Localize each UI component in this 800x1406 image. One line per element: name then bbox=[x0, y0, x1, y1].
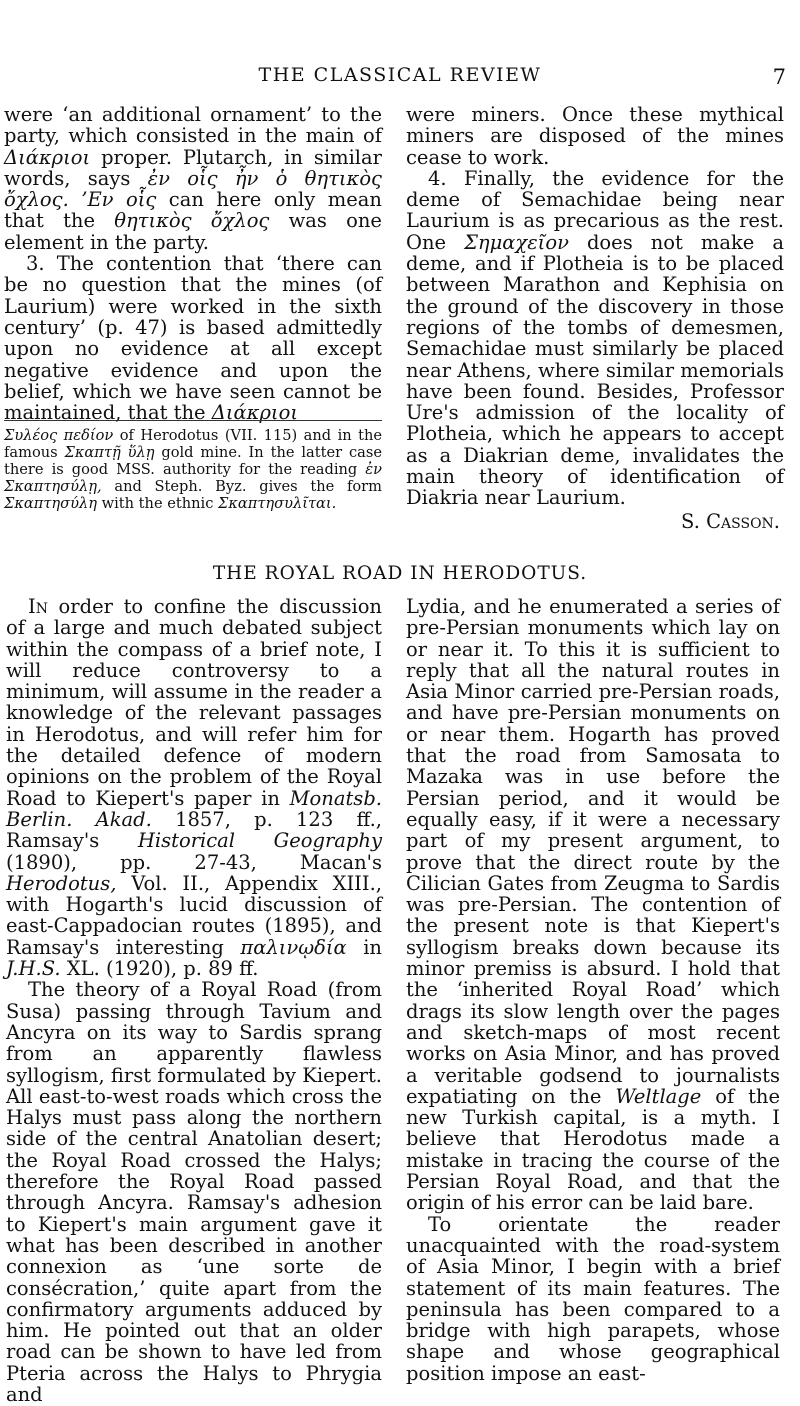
text-run: proper. Plutarch, in similar words, says bbox=[4, 145, 382, 190]
greek-text: Διάκριοι bbox=[4, 145, 91, 169]
opening-words: In bbox=[28, 595, 48, 618]
text-run: XL. (1920), p. 89 ff. bbox=[60, 957, 259, 981]
paragraph bbox=[6, 596, 382, 979]
article-title: THE ROYAL ROAD IN HERODOTUS. bbox=[212, 563, 588, 584]
running-head bbox=[0, 64, 800, 94]
italic-citation: J.H.S. bbox=[6, 957, 61, 981]
paragraph bbox=[4, 104, 382, 253]
greek-text: Σημαχεῖον bbox=[464, 230, 569, 254]
text-run: of Herodotus (VII. 115) and in the famous bbox=[4, 427, 382, 461]
italic-citation: Monatsb. Berlin. Akad. bbox=[6, 786, 382, 831]
paragraph bbox=[4, 253, 382, 423]
text-run: 1857, p. 123 ff., Ramsay's bbox=[6, 807, 383, 853]
text-run bbox=[69, 188, 81, 211]
text-run: 4. Finally, the evidence for the deme of Semachidae being near Laurium is as precarious as the rest. One bbox=[406, 166, 784, 254]
italic-citation: Herodotus, bbox=[6, 871, 117, 895]
text-run: were ‘an additional ornament’ to the party, which consisted in the main of bbox=[4, 103, 382, 148]
text-run: was one element in the party. bbox=[4, 209, 382, 254]
text-run: order to confine the discussion of a large and much debated subject within the compass of a brief note, I will reduce controversy to a minimum, will assume in the reader a knowledge of the relevant passages in Herodotus, and will refer him for the detailed defence of modern opinions on the problem of the Royal Road to Kiepert's paper in bbox=[6, 595, 382, 810]
prev-article-left-column bbox=[4, 104, 382, 423]
text-run: with the ethnic bbox=[96, 495, 219, 512]
greek-text: ἐν οἷς ἦν ὁ θητικὸς ὄχλος. bbox=[4, 166, 382, 212]
italic-citation: Historical Geography bbox=[137, 829, 382, 853]
paragraph: The theory of a Royal Road (from Susa) passing through Tavium and Ancyra on its way to Sardis sprang from an apparently flawless syllogism, first formulated by Kiepert. All east-to-west roads which cross the Halys must pass along the northern side of the central Anatolian desert; the Royal Road crossed the Halys; therefore the Royal Road passed through Ancyra. Ramsay's adhesion to Kiepert's main argument gave it what has been described in another connexion as ‘une sorte de consécration,’ quite apart from the confirmatory arguments adduced by him. He pointed out that an older road can be shown to have led from Pteria across the Halys to Phrygia and bbox=[6, 978, 382, 1406]
greek-text: θητικὸς ὄχλος bbox=[114, 209, 270, 233]
greek-text: Σκαπτησύλη bbox=[4, 495, 97, 512]
greek-text: Διάκριοι bbox=[211, 401, 298, 425]
paragraph bbox=[406, 596, 780, 1214]
prev-article-right-column bbox=[406, 104, 784, 532]
journal-title: THE CLASSICAL REVIEW bbox=[258, 64, 542, 86]
footnote-rule bbox=[4, 420, 382, 421]
greek-text: Σκαπτησυλῖται. bbox=[218, 495, 337, 512]
text-run: gold mine. In the latter case there is good MSS. authority for the reading bbox=[4, 444, 382, 478]
footnote bbox=[4, 427, 382, 512]
paragraph: To orientate the reader unacquainted with the road-system of Asia Minor, I begin with a brief statement of its main features. The peninsula has been compared to a bridge with high parapets, whose shape and whose geographical position impose an east- bbox=[406, 1212, 780, 1385]
author-signature: S. Casson. bbox=[681, 509, 780, 533]
text-run: can here only mean that the bbox=[4, 188, 382, 233]
paragraph: were miners. Once these mythical miners are disposed of the mines cease to work. bbox=[406, 103, 784, 169]
text-run: and Steph. Byz. gives the form bbox=[101, 478, 382, 495]
article-right-column bbox=[406, 596, 780, 1384]
text-run: 3. The contention that ‘there can be no question that the mines (of Laurium) were worked in the sixth century’ (p. 47) is based admittedly upon no evidence at all except negative evidence and upon the belief, which we have seen cannot be maintained, that the bbox=[4, 252, 382, 425]
page-number: 7 bbox=[772, 65, 786, 89]
greek-text: ’Εν οἷς bbox=[81, 188, 157, 212]
text-run: in bbox=[346, 935, 382, 959]
text-run: Vol. II., Appendix XIII., with Hogarth's lucid discussion of east-Cappadocian routes (1895), and Ramsay's interesting bbox=[6, 871, 382, 959]
greek-text: παλινῳδία bbox=[240, 935, 347, 959]
text-run: Lydia, and he enumerated a series of pre-Persian monuments which lay on or near it. To this it is sufficient to reply that all the natural routes in Asia Minor carried pre-Persian roads, and have pre-Persian monuments on or near them. Hogarth has proved that the road from Samosata to Mazaka was in use before the Persian period, and it would be equally easy, if it were a necessary part of my present argument, to prove that the direct route by the Cilician Gates from Zeugma to Sardis was pre-Persian. The contention of the present note is that Kiepert's syllogism breaks down because its minor premiss is absurd. I hold that the ‘inherited Royal Road’ which drags its slow length over the pages and sketch-maps of most recent works on Asia Minor, and has proved a veritable godsend to journalists expatiating on the bbox=[406, 595, 780, 1108]
greek-text: ἐν Σκαπτησύλῃ, bbox=[4, 461, 382, 495]
italic-term: Weltlage bbox=[615, 1084, 702, 1108]
text-run: (1890), pp. 27-43, Macan's bbox=[6, 850, 382, 874]
article-left-column bbox=[6, 596, 382, 1405]
text-run: of the new Turkish capital, is a myth. I believe that Herodotus made a mistake in tracing the course of the Persian Royal Road, and that the origin of his error can be laid bare. bbox=[406, 1084, 780, 1215]
greek-text: Συλέος πεδίον bbox=[4, 427, 114, 444]
paragraph bbox=[406, 168, 784, 509]
text-run: does not make a deme, and if Plotheia is to be placed between Marathon and Kephisia on the ground of the discovery in those regions of the tombs of demesmen, Semachidae must similarly be placed near Athens, where similar memorials have been found. Besides, Professor Ure's admission of the locality of Plotheia, which he appears to accept as a Diakrian deme, invalidates the main theory of identification of Diakria near Laurium. bbox=[406, 230, 784, 510]
greek-text: Σκαπτῇ ὕλῃ bbox=[64, 444, 155, 461]
